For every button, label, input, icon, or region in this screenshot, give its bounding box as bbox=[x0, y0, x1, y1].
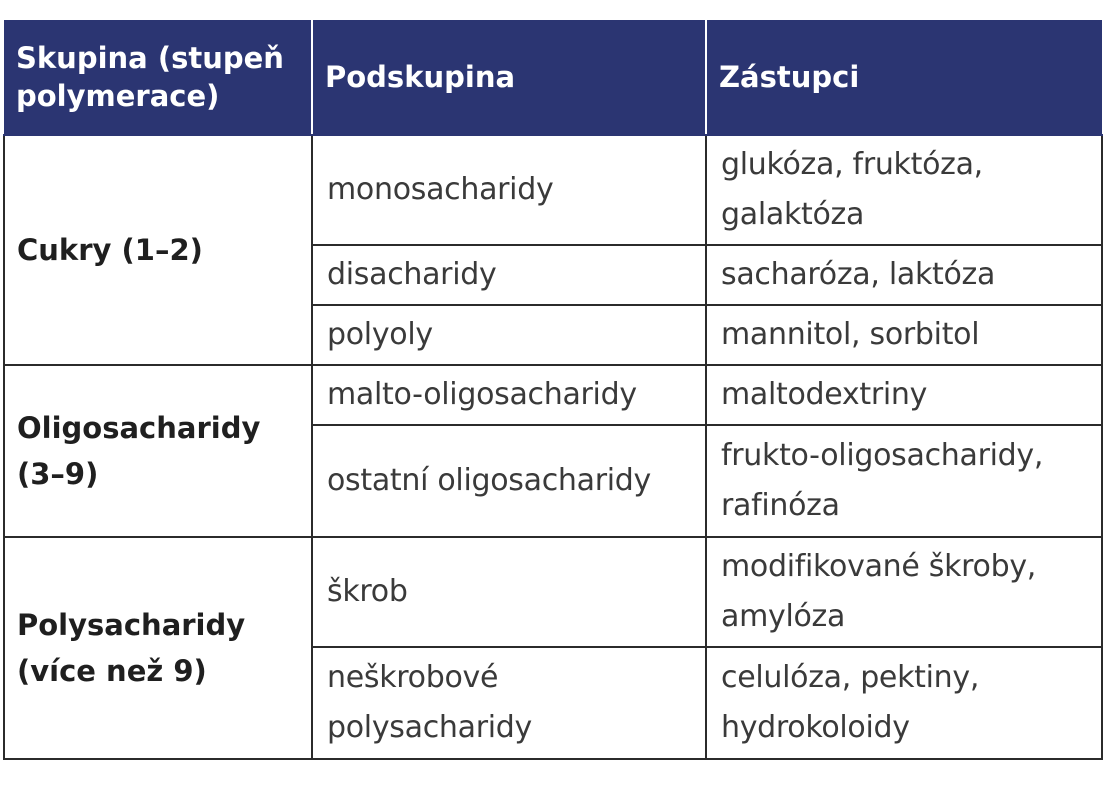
header-group: Skupina (stupeň polymerace) bbox=[4, 20, 312, 135]
table-row bbox=[4, 537, 1102, 647]
representatives-cell: mannitol, sorbitol bbox=[706, 305, 1102, 365]
table-row bbox=[4, 365, 1102, 425]
subgroup-cell: škrob bbox=[312, 537, 706, 647]
group-cell-polysaccharides: Polysacharidy (více než 9) bbox=[4, 537, 312, 759]
subgroup-cell: malto-oligosacharidy bbox=[312, 365, 706, 425]
table-header-row bbox=[4, 20, 1102, 135]
subgroup-cell: ostatní oligosacharidy bbox=[312, 425, 706, 537]
group-cell-oligosaccharides: Oligosacharidy (3–9) bbox=[4, 365, 312, 537]
subgroup-cell: polyoly bbox=[312, 305, 706, 365]
carbohydrate-table-container bbox=[3, 20, 1103, 760]
subgroup-cell: monosacharidy bbox=[312, 135, 706, 245]
header-representatives: Zástupci bbox=[706, 20, 1102, 135]
carbohydrate-classification-table bbox=[3, 20, 1103, 760]
subgroup-cell: neškrobové polysacharidy bbox=[312, 647, 706, 759]
representatives-cell: sacharóza, laktóza bbox=[706, 245, 1102, 305]
representatives-cell: maltodextriny bbox=[706, 365, 1102, 425]
group-cell-sugars: Cukry (1–2) bbox=[4, 135, 312, 365]
header-subgroup: Podskupina bbox=[312, 20, 706, 135]
representatives-cell: modifikované škroby, amylóza bbox=[706, 537, 1102, 647]
representatives-cell: frukto-oligosacharidy, rafinóza bbox=[706, 425, 1102, 537]
representatives-cell: glukóza, fruktóza, galaktóza bbox=[706, 135, 1102, 245]
subgroup-cell: disacharidy bbox=[312, 245, 706, 305]
table-row bbox=[4, 135, 1102, 245]
representatives-cell: celulóza, pektiny, hydrokoloidy bbox=[706, 647, 1102, 759]
